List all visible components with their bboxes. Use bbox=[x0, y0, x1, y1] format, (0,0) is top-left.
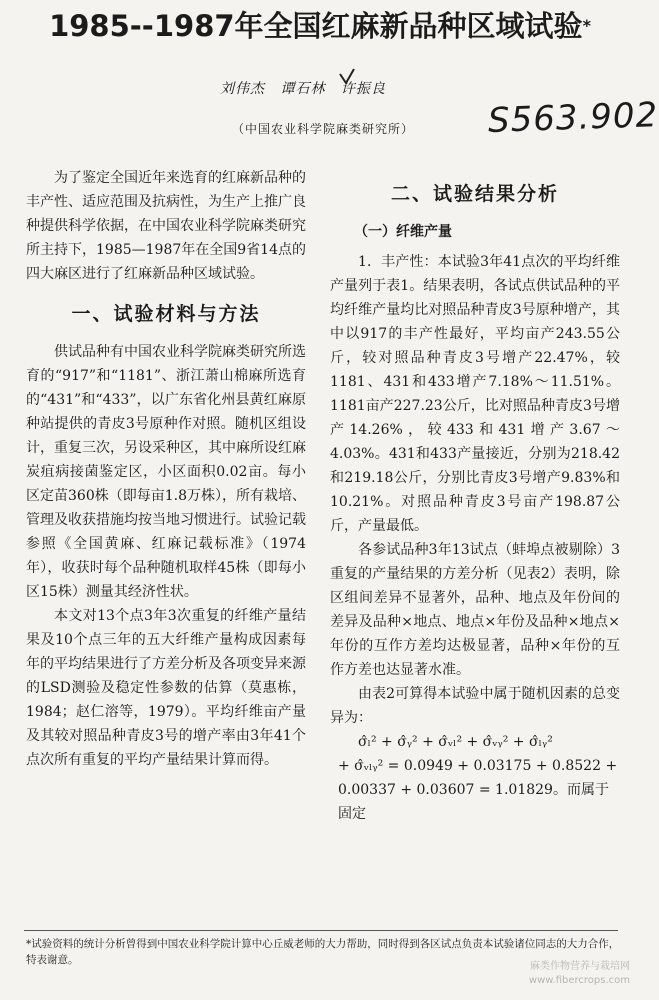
author-2: 谭石林 bbox=[280, 81, 326, 97]
analysis-method-paragraph: 本文对13个点3年3次重复的纤维产量结果及10个点三年的五大纤维产量构成因素每年的平均结果进行了方差分析及各项变异来源的LSD测验及稳定性参数的估算（莫惠栋，1984；赵仁溶等，1979）。平均纤维亩产量及其较对照品种青皮3号的增产率由3年41个点次所有重复的平均产量结果计算而得。 bbox=[26, 608, 306, 768]
footnote-divider bbox=[24, 930, 618, 931]
title-footnote-mark: * bbox=[582, 16, 591, 35]
footnote: *试验资料的统计分析曾得到中国农业科学院计算中心丘威老师的大力帮助，同时得到各区试点负责本试验诸位同志的大力合作，特表谢意。 bbox=[26, 938, 620, 966]
left-column bbox=[26, 166, 306, 772]
section-1-heading: 一、试验材料与方法 bbox=[71, 303, 261, 325]
watermark-line-1: 麻类作物营养与栽培网 bbox=[530, 961, 630, 972]
affiliation: （中国农业科学院麻类研究所） bbox=[232, 122, 415, 136]
paper-title bbox=[16, 6, 624, 46]
handwritten-classification-code: S563.902 bbox=[487, 95, 659, 141]
site-watermark bbox=[529, 960, 630, 988]
right-column bbox=[330, 166, 620, 826]
subsection-1-heading: （一）纤维产量 bbox=[354, 224, 452, 240]
variance-paragraph: 各参试品种3年13试点（蚌埠点被剔除）3重复的产量结果的方差分析（见表2）表明，除区组间差异不显著外，品种、地点及年份间的差异及品种×地点、地点×年份及品种×地点×年份的互作方差均达极显著，品种×年份的互作方差也达显著水准。 bbox=[330, 542, 620, 678]
formula-line-3: 0.00337 + 0.03607 = 1.01829。而属于固定 bbox=[338, 782, 609, 822]
author-1: 刘伟杰 bbox=[220, 81, 265, 97]
author-3: 许振良 bbox=[340, 81, 386, 97]
yield-paragraph: 1．丰产性：本试验3年41点次的平均纤维产量列于表1。结果表明，各试点供试品种的平均纤维产量均比对照品种青皮3号原种增产，其中以917的丰产性最好，平均亩产243.55公斤，较对照品种青皮3号增产22.47%，较1181、431和433增产7.18%～11.51%。1181亩产227.23公斤，比对照品种青皮3号增产14.26%，较433和431增产3.67～4.03%。431和433产量接近，分别为218.42和219.18公斤，分别比青皮3号增产9.83%和10.21%。对照品种青皮3号亩产198.87公斤，产量最低。 bbox=[330, 254, 620, 534]
section-2-heading: 二、试验结果分析 bbox=[390, 183, 559, 205]
formula-line-2: + σ̂ᵥₗᵧ² = 0.0949 + 0.03175 + 0.8522 + bbox=[338, 758, 618, 774]
materials-paragraph: 供试品种有中国农业科学院麻类研究所选育的“917”和“1181”、浙江萧山棉麻所选育的“431”和“433”，以广东省化州县黄红麻原种站提供的青皮3号原种作对照。随机区组设计，重复三次，另设采种区，其中麻所设红麻炭疽病接菌鉴定区，小区面积0.02亩。每小区定苗360株（即每亩1.8万株），所有栽培、管理及收获措施均按当地习惯进行。试验记载参照《全国黄麻、红麻记载标准》（1974年），收获时每个品种随机取样45株（即每小区15株）测量其经济性状。 bbox=[26, 344, 306, 600]
intro-paragraph: 为了鉴定全国近年来选育的红麻新品种的丰产性、适应范围及抗病性，为生产上推广良种提供科学依据，在中国农业科学院麻类研究所主持下，1985—1987年在全国9省14点的四大麻区进行了红麻新品种区域试验。 bbox=[26, 170, 306, 282]
total-variance-intro: 由表2可算得本试验中属于随机因素的总变异为： bbox=[330, 686, 620, 726]
checkmark-icon bbox=[338, 68, 356, 86]
formula-line-1: σ̂ₗ² + σ̂ᵧ² + σ̂ᵥₗ² + σ̂ᵥᵧ² + σ̂ₗᵧ² bbox=[358, 734, 553, 750]
variance-formula bbox=[330, 730, 620, 826]
watermark-line-2: www.fibercrops.com bbox=[528, 975, 630, 986]
title-text: 1985--1987年全国红麻新品种区域试验 bbox=[49, 9, 583, 43]
